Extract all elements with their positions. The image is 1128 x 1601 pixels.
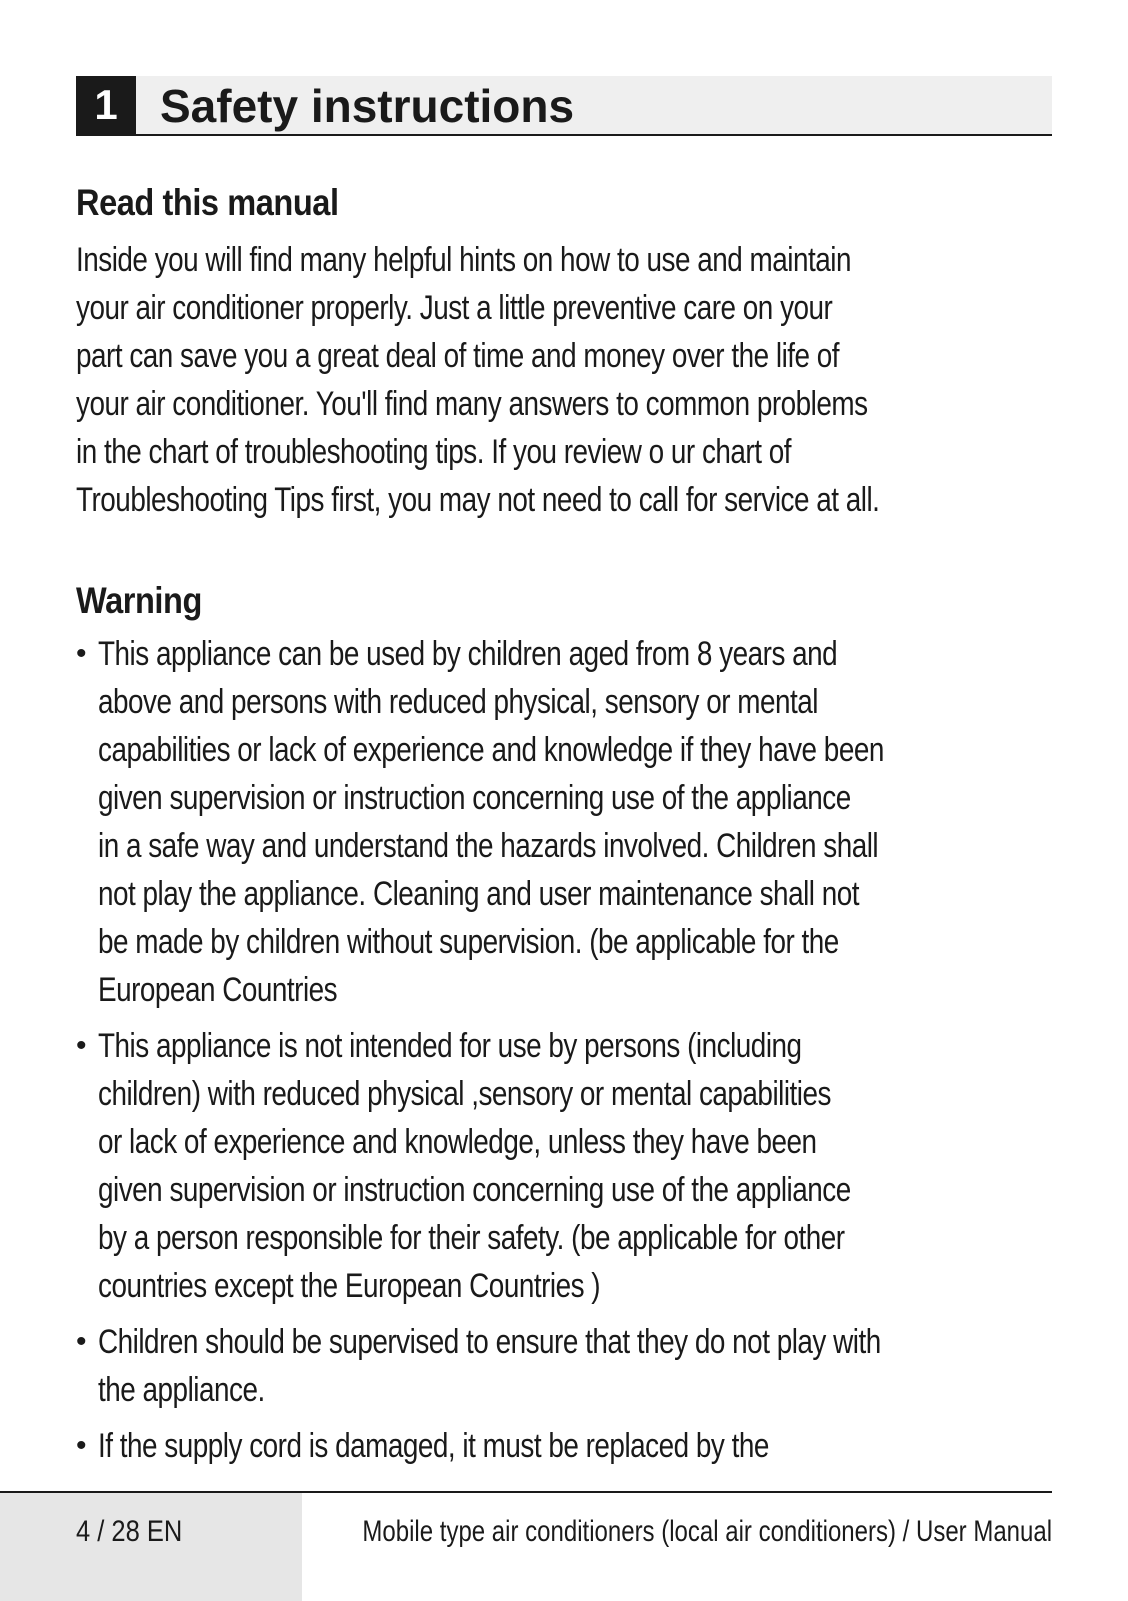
item-line: If the supply cord is damaged, it must be replaced by the (98, 1427, 769, 1465)
paragraph-line: your air conditioner properly. Just a little preventive care on your (76, 289, 833, 327)
bullet-icon: • (76, 1429, 86, 1462)
paragraph-line: Troubleshooting Tips first, you may not need to call for service at all. (76, 481, 880, 519)
warning-item (76, 1318, 1052, 1414)
item-line: in a safe way and understand the hazards involved. Children shall (98, 827, 879, 865)
item-line: not play the appliance. Cleaning and user maintenance shall not (98, 875, 860, 913)
item-line: capabilities or lack of experience and knowledge if they have been (98, 731, 884, 769)
item-line: This appliance is not intended for use by persons (including (98, 1027, 802, 1065)
footer-divider (0, 1491, 1052, 1493)
warning-heading: Warning (76, 580, 202, 621)
bullet-icon: • (76, 1029, 86, 1062)
warning-list (76, 630, 1052, 1470)
item-line: above and persons with reduced physical, sensory or mental (98, 683, 818, 721)
item-line: given supervision or instruction concerning use of the appliance (98, 1171, 851, 1209)
item-line: given supervision or instruction concerning use of the appliance (98, 779, 851, 817)
item-line: European Countries (98, 971, 338, 1009)
bullet-icon: • (76, 637, 86, 670)
item-line: This appliance can be used by children aged from 8 years and (98, 635, 838, 673)
paragraph-line: your air conditioner. You'll find many answers to common problems (76, 385, 868, 423)
item-line: Children should be supervised to ensure that they do not play with (98, 1323, 881, 1361)
item-line: by a person responsible for their safety. (be applicable for other (98, 1219, 845, 1257)
warning-item (76, 630, 1052, 1014)
warning-item (76, 1422, 1052, 1470)
document-title: Mobile type air conditioners (local air conditioners) / User Manual (362, 1515, 1052, 1548)
section-title: Safety instructions (160, 80, 575, 132)
read-manual-paragraph (76, 236, 1052, 524)
item-line: be made by children without supervision. (be applicable for the (98, 923, 839, 961)
page-number: 4 / 28 EN (76, 1515, 183, 1548)
section-number: 1 (76, 76, 136, 134)
item-line: children) with reduced physical ,sensory or mental capabilities (98, 1075, 831, 1113)
paragraph-line: part can save you a great deal of time and money over the life of (76, 337, 840, 375)
item-line: countries except the European Countries ) (98, 1267, 601, 1305)
paragraph-line: in the chart of troubleshooting tips. If you review o ur chart of (76, 433, 791, 471)
paragraph-line: Inside you will find many helpful hints on how to use and maintain (76, 241, 851, 279)
item-line: the appliance. (98, 1371, 265, 1409)
section-header (76, 76, 1052, 136)
page-content (76, 180, 1052, 1478)
item-line: or lack of experience and knowledge, unless they have been (98, 1123, 817, 1161)
warning-item (76, 1022, 1052, 1310)
bullet-icon: • (76, 1325, 86, 1358)
read-manual-heading: Read this manual (76, 182, 339, 223)
